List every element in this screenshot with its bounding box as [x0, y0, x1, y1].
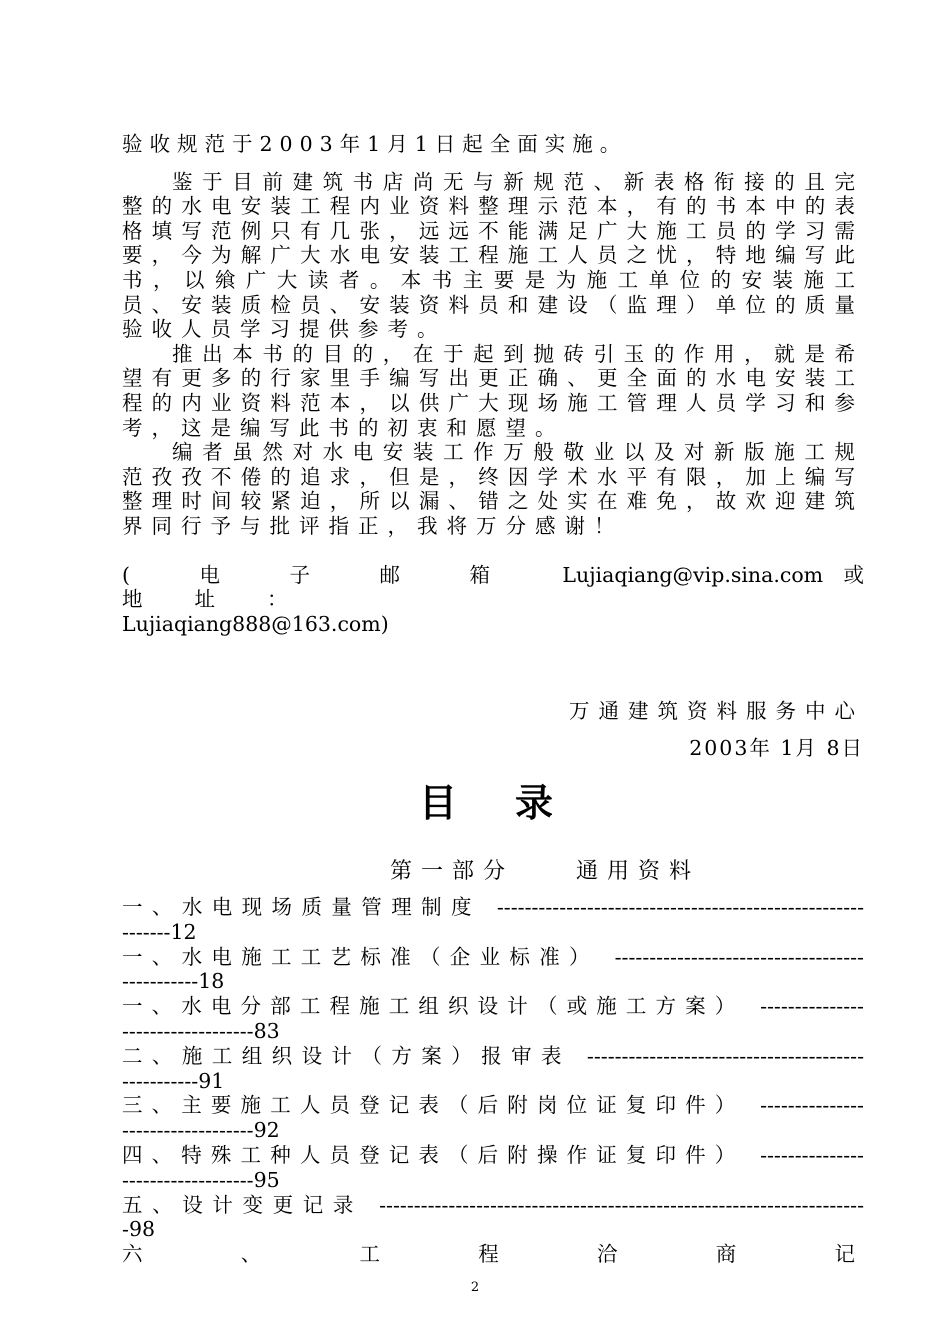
preface-body	[122, 132, 864, 636]
toc-entry-dots: -----------------------------------------------------------------------	[122, 1192, 864, 1242]
email-prefix	[122, 563, 542, 612]
email-line	[122, 563, 864, 612]
toc-entry-dots: ----------------------------------	[122, 994, 864, 1043]
toc-entry-text: 一、水电现场质量管理制度	[122, 895, 481, 919]
toc-entry[interactable]	[122, 1242, 864, 1267]
paragraph-1: 验收规范于2003年1月1日起全面实施。	[122, 132, 628, 156]
email-prefix-text: (电子邮箱地址：	[122, 562, 542, 612]
part-title: 第一部分 通用资料	[390, 859, 701, 884]
toc-entry-page: 91	[198, 1068, 225, 1093]
toc-entry-dots: ----------------------------------	[122, 1142, 864, 1192]
toc-entry[interactable]	[122, 945, 864, 995]
toc-entry[interactable]	[122, 1044, 864, 1094]
toc-entry-text: 五、设计变更记录	[122, 1192, 363, 1217]
toc-entry-page: 18	[198, 969, 225, 994]
toc-entry-text: 一、水电分部工程施工组织设计（或施工方案）	[122, 994, 745, 1019]
toc-title: 目录	[418, 781, 611, 825]
email-or: 或	[843, 562, 864, 587]
toc-entry-page: 12	[170, 919, 197, 944]
toc-entry-page: 98	[128, 1217, 156, 1242]
toc-entry[interactable]	[122, 895, 864, 945]
toc-entry[interactable]	[122, 994, 864, 1044]
toc-entry-text: 一、水电施工工艺标准（企业标准）	[122, 944, 599, 969]
signature: 万通建筑资料服务中心	[569, 699, 864, 723]
toc-entry-text: 四、特殊工种人员登记表（后附操作证复印件）	[122, 1142, 745, 1167]
toc-entry-dots: -----------------------------------------------	[122, 944, 864, 994]
toc-entry-page: 83	[253, 1018, 280, 1043]
toc-entry-page: 95	[253, 1167, 280, 1192]
toc-entry-text: 六、工程洽商记	[122, 1242, 864, 1267]
toc-entry[interactable]	[122, 1193, 864, 1243]
toc-list	[122, 895, 864, 1267]
toc-entry-page: 92	[253, 1118, 280, 1143]
paragraph-2: 鉴于目前建筑书店尚无与新规范、新表格衔接的且完整的水电安装工程内业资料整理示范本，有的书本中的表格填写范例只有几张，远远不能满足广大施工员的学习需要，今为解广大水电安装工程施工人员之忧，特地编写此书，以飨广大读者。本书主要是为施工单位的安装施工员、安装质检员、安装资料员和建设（监理）单位的质量验收人员学习提供参考。	[122, 169, 864, 342]
email-address-2: Lujiaqiang888@163.com)	[122, 611, 389, 636]
toc-entry[interactable]	[122, 1093, 864, 1143]
toc-entry[interactable]	[122, 1143, 864, 1193]
toc-entry-text: 三、主要施工人员登记表（后附岗位证复印件）	[122, 1093, 745, 1118]
email-address-1: Lujiaqiang@vip.sina.com	[562, 562, 824, 587]
toc-entry-text: 二、施工组织设计（方案）报审表	[122, 1043, 571, 1068]
page-number: 2	[470, 1280, 480, 1295]
toc-entry-dots: ----------------------------------	[122, 1093, 864, 1143]
toc-entry-dots: ------------------------------------------------------------	[122, 895, 864, 944]
paragraph-3: 推出本书的目的，在于起到抛砖引玉的作用，就是希望有更多的行家里手编写出更正确、更全面的水电安装工程的内业资料范本，以供广大现场施工管理人员学习和参考，这是编写此书的初衷和愿望。	[122, 341, 864, 440]
paragraph-4: 编者虽然对水电安装工作万般敬业以及对新版施工规范孜孜不倦的追求，但是，终因学术水平有限，加上编写整理时间较紧迫，所以漏、错之处实在难免，故欢迎建筑界同行予与批评指正，我将万分感谢！	[122, 440, 864, 538]
date: 2003年 1月 8日	[689, 736, 864, 760]
toc-entry-dots: ---------------------------------------------------	[122, 1043, 864, 1093]
